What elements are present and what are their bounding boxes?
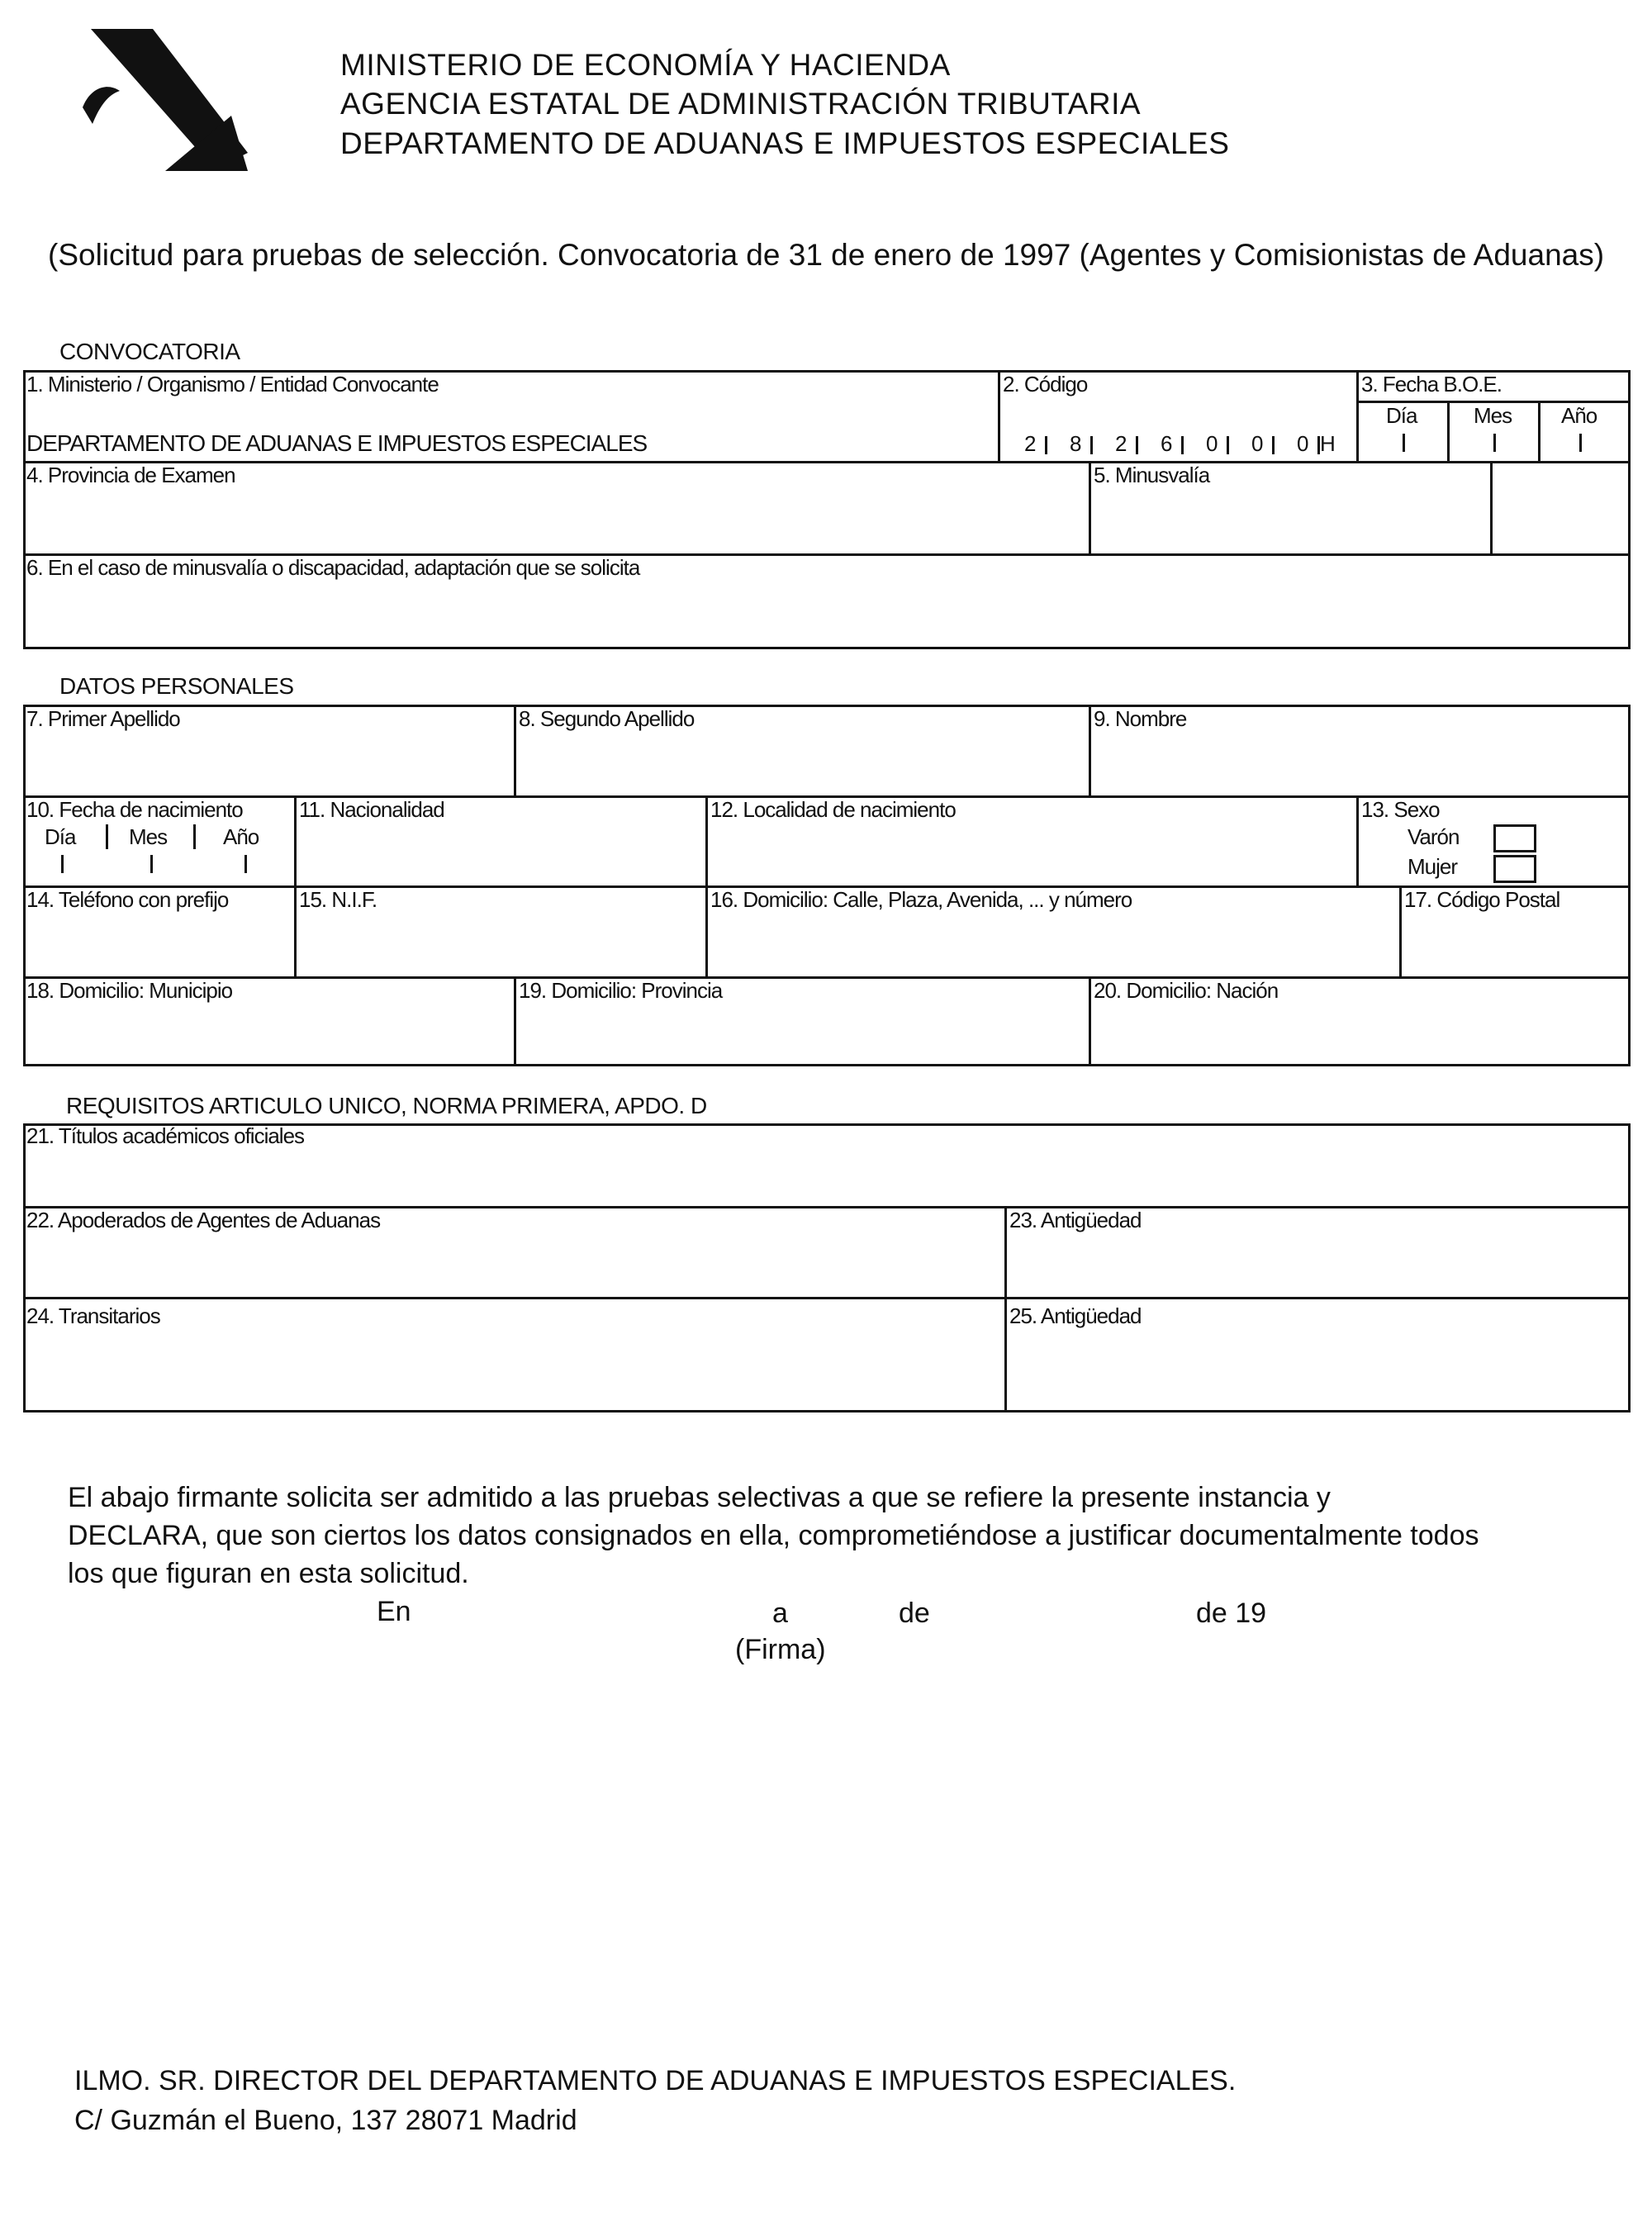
field-2-label: 2. Código — [1003, 372, 1088, 396]
field-12-label: 12. Localidad de nacimiento — [710, 797, 956, 822]
codigo-digit: 0 — [1297, 431, 1308, 456]
boe-dia-label: Día — [1386, 403, 1417, 428]
place-en-label: En — [377, 1596, 411, 1627]
declaration-line-3: los que figuran en esta solicitud. — [68, 1558, 469, 1589]
field-10-label: 10. Fecha de nacimiento — [26, 797, 243, 822]
field-22-label: 22. Apoderados de Agentes de Aduanas — [26, 1208, 381, 1232]
section-datos-title: DATOS PERSONALES — [59, 673, 294, 699]
birth-ano-label: Año — [223, 824, 259, 849]
field-6-label: 6. En el caso de minusvalía o discapacidad, adaptación que se solicita — [26, 555, 640, 580]
field-23-label: 23. Antigüedad — [1009, 1208, 1142, 1232]
sexo-mujer-label: Mujer — [1408, 854, 1458, 879]
field-3-label: 3. Fecha B.O.E. — [1361, 372, 1502, 396]
codigo-digit: H — [1320, 431, 1335, 456]
field-7-label: 7. Primer Apellido — [26, 706, 180, 731]
field-13-label: 13. Sexo — [1361, 797, 1440, 822]
codigo-digit: 8 — [1070, 431, 1081, 456]
header-agency: AGENCIA ESTATAL DE ADMINISTRACIÓN TRIBUTARIA — [340, 87, 1142, 121]
date-year-label: de 19 — [1196, 1598, 1267, 1629]
field-20-label: 20. Domicilio: Nación — [1094, 978, 1279, 1003]
codigo-digit: 2 — [1115, 431, 1127, 456]
codigo-digit: 0 — [1206, 431, 1218, 456]
header-department: DEPARTAMENTO DE ADUANAS E IMPUESTOS ESPECIALES — [340, 126, 1230, 160]
signature-label: (Firma) — [735, 1634, 826, 1665]
field-9-label: 9. Nombre — [1094, 706, 1187, 731]
field-19-label: 19. Domicilio: Provincia — [519, 978, 723, 1003]
field-1-value: DEPARTAMENTO DE ADUANAS E IMPUESTOS ESPECIALES — [26, 430, 648, 456]
field-8-label: 8. Segundo Apellido — [519, 706, 695, 731]
addressee-line-1: ILMO. SR. DIRECTOR DEL DEPARTAMENTO DE ADUANAS E IMPUESTOS ESPECIALES. — [74, 2065, 1237, 2096]
codigo-digit: 0 — [1251, 431, 1263, 456]
codigo-digit: 2 — [1024, 431, 1036, 456]
field-1-label: 1. Ministerio / Organismo / Entidad Convocante — [26, 372, 439, 396]
date-de-label: de — [899, 1598, 930, 1629]
date-a-label: a — [772, 1598, 788, 1629]
birth-mes-label: Mes — [129, 824, 168, 849]
field-4-label: 4. Provincia de Examen — [26, 463, 235, 487]
declaration-line-2: DECLARA, que son ciertos los datos consignados en ella, comprometiéndose a justificar documentalmente todos — [68, 1520, 1479, 1551]
boe-ano-label: Año — [1561, 403, 1597, 428]
field-18-label: 18. Domicilio: Municipio — [26, 978, 233, 1003]
field-25-label: 25. Antigüedad — [1009, 1303, 1142, 1328]
sexo-mujer-checkbox[interactable] — [1493, 855, 1536, 883]
field-16-label: 16. Domicilio: Calle, Plaza, Avenida, ... y número — [710, 887, 1132, 912]
sexo-varon-label: Varón — [1408, 824, 1460, 849]
field-17-label: 17. Código Postal — [1404, 887, 1560, 912]
form-subtitle: (Solicitud para pruebas de selección. Convocatoria de 31 de enero de 1997 (Agentes y Comisionistas de Aduanas) — [48, 238, 1605, 272]
field-14-label: 14. Teléfono con prefijo — [26, 887, 229, 912]
field-24-label: 24. Transitarios — [26, 1303, 160, 1328]
section-requisitos-title: REQUISITOS ARTICULO UNICO, NORMA PRIMERA, APDO. D — [66, 1093, 707, 1118]
header-ministry: MINISTERIO DE ECONOMÍA Y HACIENDA — [340, 48, 951, 82]
boe-mes-label: Mes — [1474, 403, 1512, 428]
field-21-label: 21. Títulos académicos oficiales — [26, 1123, 305, 1148]
declaration-line-1: El abajo firmante solicita ser admitido a las pruebas selectivas a que se refiere la presente instancia y — [68, 1482, 1331, 1513]
section-convocatoria-title: CONVOCATORIA — [59, 339, 240, 364]
codigo-digit: 6 — [1161, 431, 1172, 456]
field-11-label: 11. Nacionalidad — [299, 797, 444, 822]
field-15-label: 15. N.I.F. — [299, 887, 377, 912]
addressee-line-2: C/ Guzmán el Bueno, 137 28071 Madrid — [74, 2105, 577, 2136]
agency-logo — [74, 29, 256, 173]
requisitos-table — [23, 1123, 1631, 1412]
field-5-label: 5. Minusvalía — [1094, 463, 1210, 487]
birth-dia-label: Día — [45, 824, 76, 849]
sexo-varon-checkbox[interactable] — [1493, 824, 1536, 852]
